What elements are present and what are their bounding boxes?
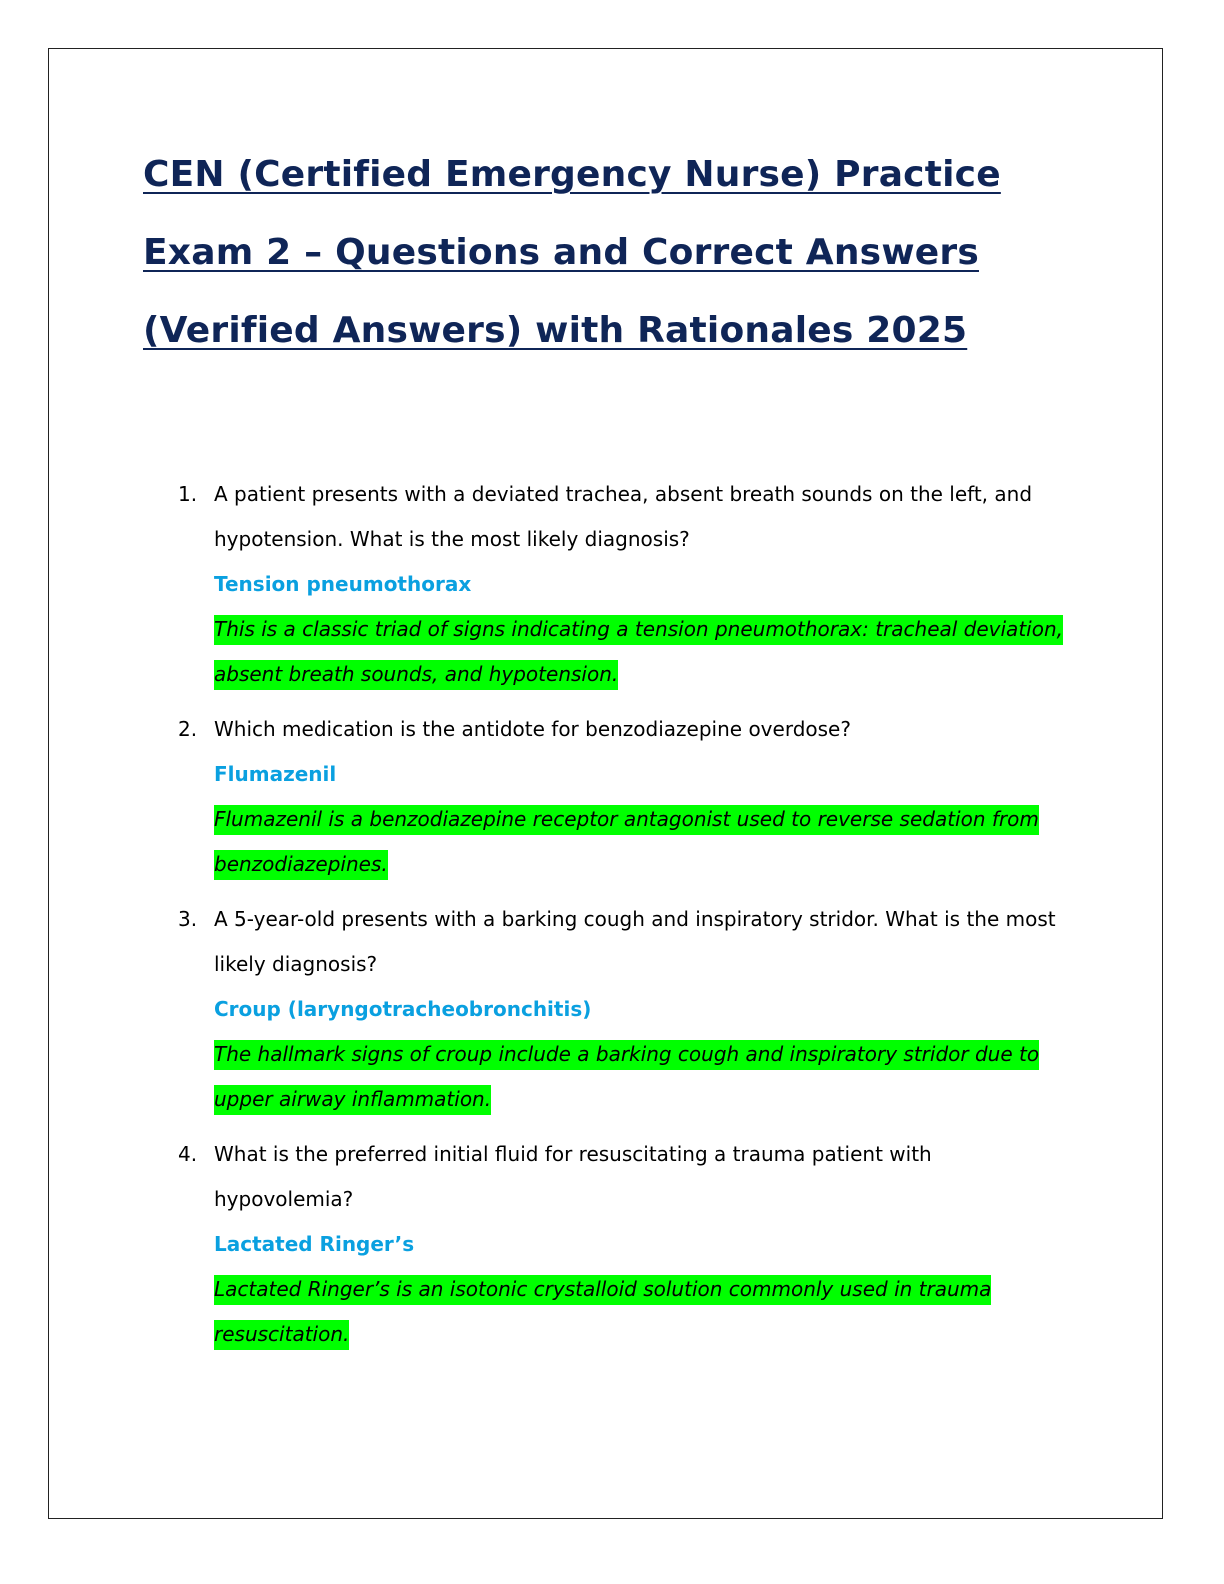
document-title xyxy=(143,136,1063,370)
question-number: 3. xyxy=(178,907,198,931)
rationale-text xyxy=(214,607,1068,697)
answer-text: Flumazenil xyxy=(214,762,337,786)
rationale-highlight: The hallmark signs of croup include a barking cough and inspiratory stridor due to upper airway inflammation. xyxy=(214,1040,1039,1115)
title-line-3: (Verified Answers) with Rationales 2025 xyxy=(143,310,968,351)
question-item-1 xyxy=(178,472,1068,697)
rationale-highlight: Lactated Ringer’s is an isotonic crystalloid solution commonly used in trauma resuscitation. xyxy=(214,1275,991,1350)
question-item-4 xyxy=(178,1132,1068,1357)
rationale-text xyxy=(214,1267,1068,1357)
rationale-highlight: This is a classic triad of signs indicating a tension pneumothorax: tracheal deviation, absent breath sounds, and hypotension. xyxy=(214,615,1063,690)
question-item-2 xyxy=(178,707,1068,887)
question-text: A 5-year-old presents with a barking cough and inspiratory stridor. What is the most likely diagnosis? xyxy=(214,907,1056,976)
question-text: A patient presents with a deviated trachea, absent breath sounds on the left, and hypotension. What is the most likely diagnosis? xyxy=(214,482,1033,551)
question-number: 2. xyxy=(178,717,198,741)
rationale-highlight: Flumazenil is a benzodiazepine receptor antagonist used to reverse sedation from benzodiazepines. xyxy=(214,805,1039,880)
title-line-1: CEN (Certified Emergency Nurse) Practice xyxy=(143,154,1001,195)
answer-text: Tension pneumothorax xyxy=(214,572,472,596)
question-list xyxy=(178,472,1068,1367)
answer-text: Croup (laryngotracheobronchitis) xyxy=(214,997,592,1021)
question-text: What is the preferred initial fluid for resuscitating a trauma patient with hypovolemia? xyxy=(214,1142,932,1211)
rationale-text xyxy=(214,797,1068,887)
answer-text: Lactated Ringer’s xyxy=(214,1232,415,1256)
question-number: 1. xyxy=(178,482,198,506)
question-item-3 xyxy=(178,897,1068,1122)
question-text: Which medication is the antidote for benzodiazepine overdose? xyxy=(214,717,851,741)
rationale-text xyxy=(214,1032,1068,1122)
question-number: 4. xyxy=(178,1142,198,1166)
title-line-2: Exam 2 – Questions and Correct Answers xyxy=(143,232,979,273)
